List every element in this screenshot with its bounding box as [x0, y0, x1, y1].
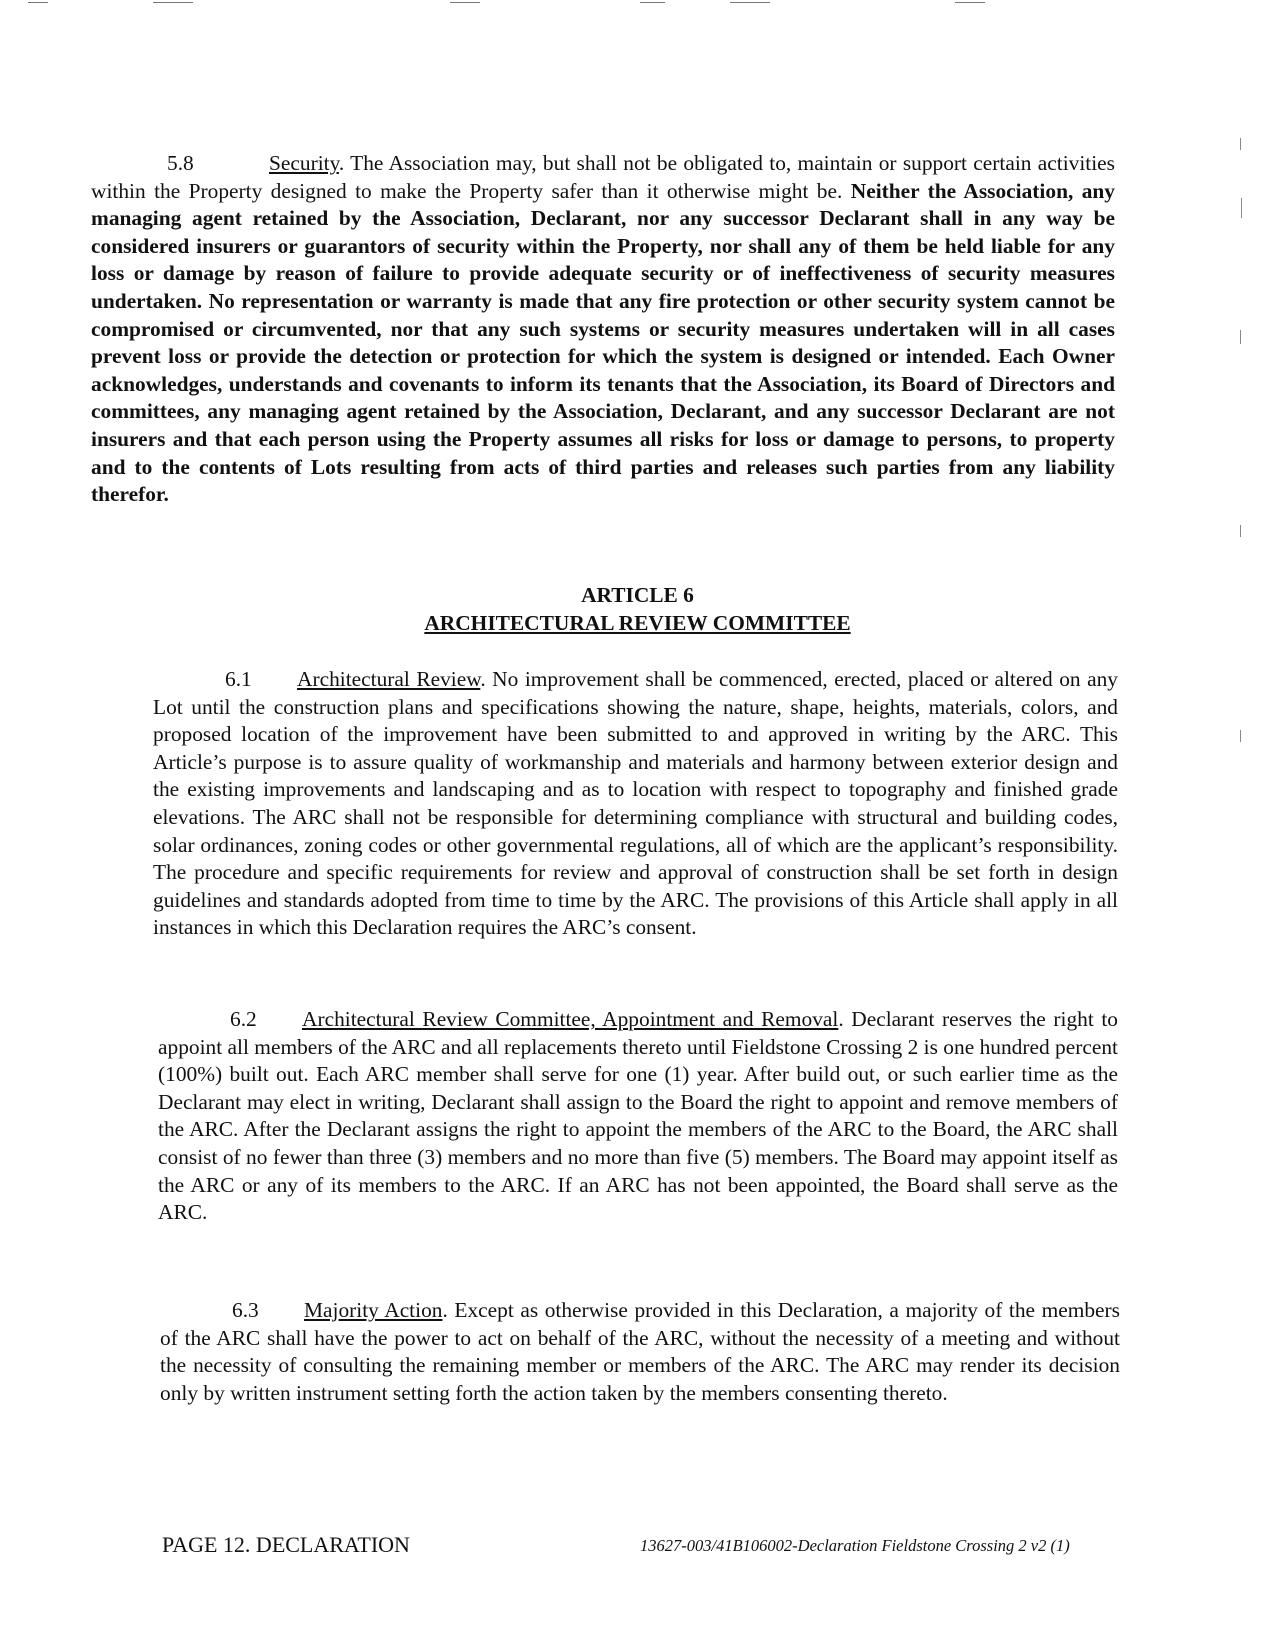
- section-number: 6.1: [225, 667, 252, 691]
- scan-artifact: [730, 2, 770, 3]
- footer-doc-id: 13627-003/41B106002-Declaration Fieldstone Crossing 2 v2 (1): [640, 1536, 1070, 1555]
- section-number: 6.2: [230, 1007, 257, 1031]
- scan-artifact: [1240, 330, 1241, 344]
- section-bold-disclaimer: Neither the Association, any managing agent retained by the Association, Declarant, nor any successor Declarant shall in any way be considered insurers or guarantors of security within the Property, nor shall any of them be held liable for any loss or damage by reason of failure to provide adequate security or of ineffectiveness of security measures undertaken. No representation or warranty is made that any fire protection or other security system cannot be compromised or circumvented, nor that any such systems or security measures undertaken will in all cases prevent loss or provide the detection or protection for which the system is designed or intended. Each Owner acknowledges, understands and covenants to inform its tenants that the Association, its Board of Directors and committees, any managing agent retained by the Association, Declarant, and any successor Declarant are not insurers and that each person using the Property assumes all risks for loss or damage to persons, to property and to the contents of Lots resulting from acts of third parties and releases such parties from any liability therefor.: [91, 178, 1116, 507]
- section-number: 6.3: [232, 1298, 259, 1322]
- section-body: . No improvement shall be commenced, erected, placed or altered on any Lot until the construction plans and specifications showing the nature, shape, heights, materials, colors, and proposed location of the improvement have been submitted to and approved in writing by the ARC. This Article’s purpose is to assure quality of workmanship and materials and harmony between exterior design and the existing improvements and landscaping and as to location with respect to topography and finished grade elevations. The ARC shall not be responsible for determining compliance with structural and building codes, solar ordinances, zoning codes or other governmental regulations, all of which are the applicant’s responsibility. The procedure and specific requirements for review and approval of construction shall be set forth in design guidelines and standards adopted from time to time by the ARC. The provisions of this Article shall apply in all instances in which this Declaration requires the ARC’s consent.: [153, 667, 1118, 940]
- scan-artifact: [450, 2, 480, 3]
- section-heading: Architectural Review Committee, Appointment and Removal: [302, 1007, 839, 1031]
- scan-artifact: [1240, 525, 1241, 537]
- scan-artifact: [640, 2, 665, 3]
- section-intro: . The Association may, but shall not be obligated to, maintain or support certain activities within the Property designed to make the Property safer than it otherwise might be.: [91, 151, 1115, 203]
- scan-artifact: [153, 2, 193, 3]
- section-6-1: [153, 666, 1118, 942]
- scan-artifact: [28, 2, 48, 3]
- article-title: ARCHITECTURAL REVIEW COMMITTEE: [424, 611, 851, 635]
- section-number: 5.8: [167, 151, 194, 175]
- footer-page-label: PAGE 12. DECLARATION: [162, 1532, 410, 1557]
- section-heading: Security: [269, 151, 339, 175]
- section-heading: Majority Action: [304, 1298, 443, 1322]
- section-body: . Except as otherwise provided in this Declaration, a majority of the members of the ARC shall have the power to act on behalf of the ARC, without the necessity of a meeting and without the necessity of consulting the remaining member or members of the ARC. The ARC may render its decision only by written instrument setting forth the action taken by the members consenting thereto.: [160, 1298, 1120, 1405]
- section-heading: Architectural Review: [297, 667, 481, 691]
- scan-artifact: [955, 2, 985, 3]
- section-6-2: [158, 1006, 1118, 1227]
- section-5-8: [91, 150, 1115, 509]
- section-6-3: [160, 1297, 1120, 1407]
- article-number: ARTICLE 6: [581, 583, 694, 607]
- scan-artifact: [1240, 138, 1241, 150]
- scan-artifact: [1241, 198, 1242, 218]
- section-body: . Declarant reserves the right to appoint all members of the ARC and all replacements thereto until Fieldstone Crossing 2 is one hundred percent (100%) built out. Each ARC member shall serve for one (1) year. After build out, or such earlier time as the Declarant may elect in writing, Declarant shall assign to the Board the right to appoint and remove members of the ARC. After the Declarant assigns the right to appoint the members of the ARC to the Board, the ARC shall consist of no fewer than three (3) members and no more than five (5) members. The Board may appoint itself as the ARC or any of its members to the ARC. If an ARC has not been appointed, the Board shall serve as the ARC.: [158, 1007, 1118, 1225]
- scan-artifact: [1240, 730, 1241, 742]
